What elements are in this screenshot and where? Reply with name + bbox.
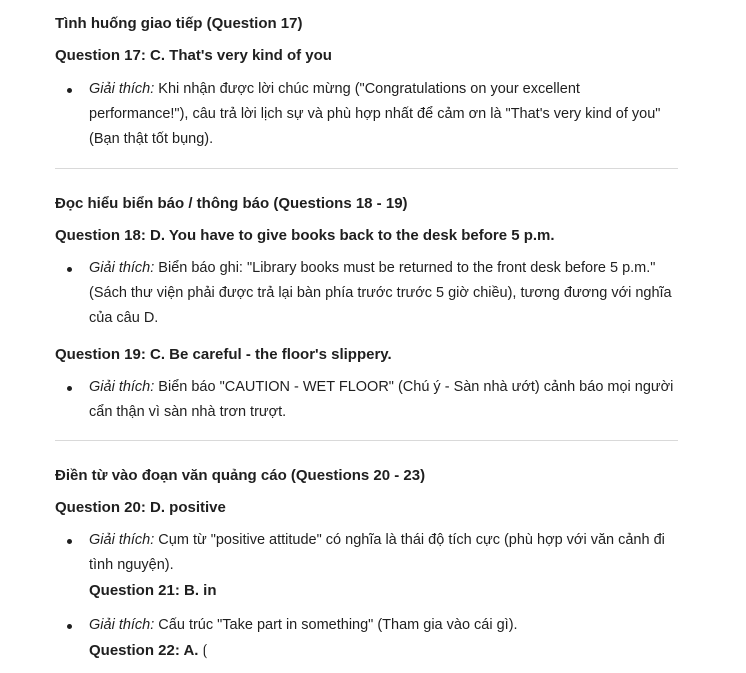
bullet-icon [67, 539, 72, 544]
explanation-text: Cấu trúc "Take part in something" (Tham gia vào cái gì). [154, 617, 518, 633]
section-heading-advertisement: Điền từ vào đoạn văn quảng cáo (Questions 20 - 23) [55, 467, 426, 484]
question-20-explanation-list [55, 528, 678, 663]
explanation-label: Giải thích: [89, 532, 155, 548]
list-item [55, 77, 678, 152]
question-21-answer: Question 21: B. in [89, 582, 217, 599]
cursor-glyph: ⟮ [202, 642, 208, 659]
list-item [55, 613, 678, 663]
question-19-explanation-list [55, 375, 678, 425]
question-17-explanation-list [55, 77, 678, 152]
bullet-icon [67, 88, 72, 93]
bullet-icon [67, 386, 72, 391]
question-17-answer: Question 17: C. That's very kind of you [55, 47, 332, 64]
question-20-answer: Question 20: D. positive [55, 499, 226, 516]
section-heading-signs: Đọc hiểu biển báo / thông báo (Questions 18 - 19) [55, 195, 408, 212]
explanation-text: Cụm từ "positive attitude" có nghĩa là thái độ tích cực (phù hợp với văn cảnh đi tình nguyện). [89, 532, 665, 573]
section-heading-communication: Tình huống giao tiếp (Question 17) [55, 15, 303, 32]
explanation-text: Biển báo ghi: "Library books must be returned to the front desk before 5 p.m." (Sách thư viện phải được trả lại bàn phía trước trước 5 giờ chiều), tương đương với nghĩa của câu D. [89, 260, 672, 326]
question-22-answer [89, 638, 678, 663]
bullet-icon [67, 624, 72, 629]
section-divider [55, 440, 678, 441]
question-18-answer: Question 18: D. You have to give books back to the desk before 5 p.m. [55, 227, 555, 244]
list-item [55, 256, 678, 331]
question-18-explanation-list [55, 256, 678, 331]
list-item [55, 375, 678, 425]
explanation-label: Giải thích: [89, 81, 155, 97]
explanation-text: Khi nhận được lời chúc mừng ("Congratulations on your excellent performance!"), câu trả lời lịch sự và phù hợp nhất để cảm ơn là "That's very kind of you" (Bạn thật tốt bụng). [89, 81, 661, 147]
explanation-text: Biển báo "CAUTION - WET FLOOR" (Chú ý - Sàn nhà ướt) cảnh báo mọi người cẩn thận vì sàn nhà trơn trượt. [89, 379, 674, 420]
question-22-label: Question 22: A. [89, 642, 199, 659]
list-item [55, 528, 678, 603]
question-19-answer: Question 19: C. Be careful - the floor's slippery. [55, 346, 392, 363]
bullet-icon [67, 267, 72, 272]
explanation-label: Giải thích: [89, 617, 155, 633]
section-divider [55, 168, 678, 169]
explanation-label: Giải thích: [89, 379, 155, 395]
explanation-label: Giải thích: [89, 260, 155, 276]
